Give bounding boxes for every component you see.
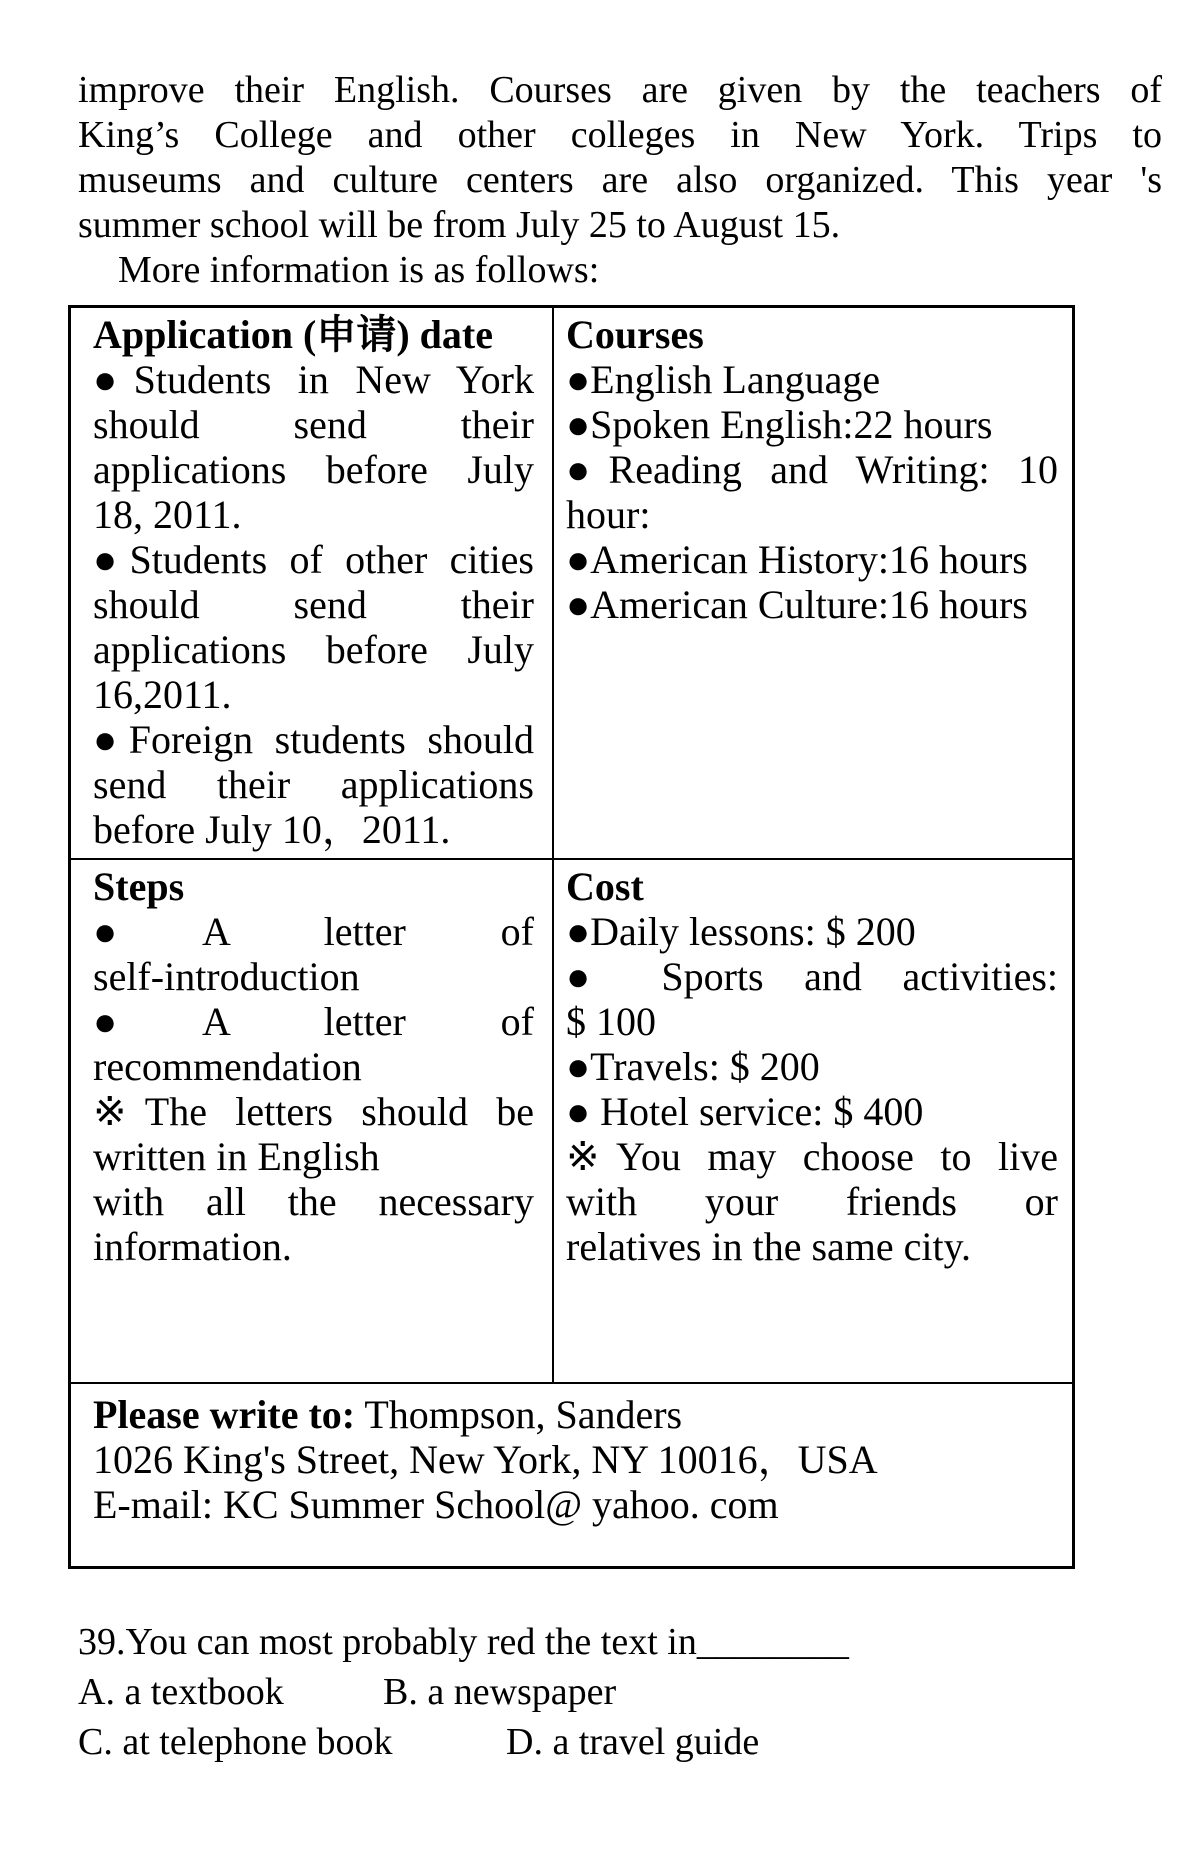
text-line: ●English Language [566, 357, 881, 402]
application-date-title: Application (申请) date [93, 312, 493, 357]
steps-items [93, 909, 534, 1269]
text-line: museums and culture centers are also organized. This year 's [78, 159, 1162, 201]
text-line: ※You may choose to live [566, 1134, 1058, 1179]
text-line: information. [93, 1224, 292, 1269]
cell-cost [554, 860, 1072, 1382]
text-line: send their applications [93, 762, 534, 807]
option-b: B. a newspaper [383, 1671, 617, 1713]
courses-items [566, 357, 1058, 627]
text-line: ●Travels: $ 200 [566, 1044, 820, 1089]
text-line: ●Daily lessons: $ 200 [566, 909, 916, 954]
contact-email: E-mail: KC Summer School@ yahoo. com [93, 1482, 779, 1527]
options-line-2 [78, 1717, 1164, 1767]
option-d: D. a travel guide [506, 1721, 760, 1763]
intro-paragraph [78, 68, 1162, 248]
text-line: applications before July [93, 447, 534, 492]
text-line: with your friends or [566, 1179, 1058, 1224]
text-line: ●Foreign students should [93, 717, 534, 762]
text-line: ●American History:16 hours [566, 537, 1028, 582]
text-line: with all the necessary [93, 1179, 534, 1224]
cost-title: Cost [566, 864, 644, 909]
option-a: A. a textbook [78, 1671, 284, 1713]
contact-name: Thompson, Sanders [355, 1392, 683, 1437]
cell-steps [71, 860, 554, 1382]
text-line: 18, 2011. [93, 492, 242, 537]
cell-application-date [71, 308, 554, 858]
text-line: applications before July [93, 627, 534, 672]
table-row-2 [71, 860, 1072, 1384]
courses-title: Courses [566, 312, 704, 357]
table-row-contact [71, 1384, 1072, 1566]
question-block [78, 1617, 1164, 1767]
options-line-1 [78, 1667, 1164, 1717]
text-line: self-introduction [93, 954, 360, 999]
text-line: summer school will be from July 25 to August 15. [78, 204, 841, 246]
text-line: ●Students in New York [93, 357, 534, 402]
info-table [68, 305, 1075, 1569]
steps-title: Steps [93, 864, 185, 909]
text-line: relatives in the same city. [566, 1224, 972, 1269]
text-line: ●Reading and Writing: 10 [566, 447, 1058, 492]
text-line: ●American Culture:16 hours [566, 582, 1028, 627]
cell-courses [554, 308, 1072, 858]
option-c: C. at telephone book [78, 1721, 393, 1763]
text-line: $ 100 [566, 999, 656, 1044]
text-line: written in English [93, 1134, 380, 1179]
contact-address: 1026 King's Street, New York, NY 10016，USA [93, 1437, 878, 1482]
more-info-line: More information is as follows: [118, 249, 600, 291]
text-line: ※The letters should be [93, 1089, 534, 1134]
reading-passage-page [0, 68, 1200, 1767]
text-line: before July 10，2011. [93, 807, 451, 852]
cell-contact [71, 1384, 1072, 1566]
text-line: King’s College and other colleges in New York. Trips to [78, 114, 1162, 156]
text-line: recommendation [93, 1044, 362, 1089]
text-line: ● Sports and activities: [566, 954, 1058, 999]
text-line: ●Students of other cities [93, 537, 534, 582]
text-line: 16,2011. [93, 672, 232, 717]
text-line: ●A letter of [93, 909, 534, 954]
text-line: hour: [566, 492, 651, 537]
question-text: 39.You can most probably red the text in________ [78, 1621, 849, 1663]
text-line: should send their [93, 582, 534, 627]
cost-items [566, 909, 1058, 1269]
table-row-1 [71, 308, 1072, 860]
text-line: ●A letter of [93, 999, 534, 1044]
text-line: should send their [93, 402, 534, 447]
contact-name-line [93, 1392, 1058, 1437]
application-date-items [93, 357, 534, 852]
text-line: ●Spoken English:22 hours [566, 402, 993, 447]
text-line: improve their English. Courses are given by the teachers of [78, 69, 1162, 111]
text-line: ● Hotel service: $ 400 [566, 1089, 924, 1134]
contact-label: Please write to: [93, 1392, 356, 1437]
